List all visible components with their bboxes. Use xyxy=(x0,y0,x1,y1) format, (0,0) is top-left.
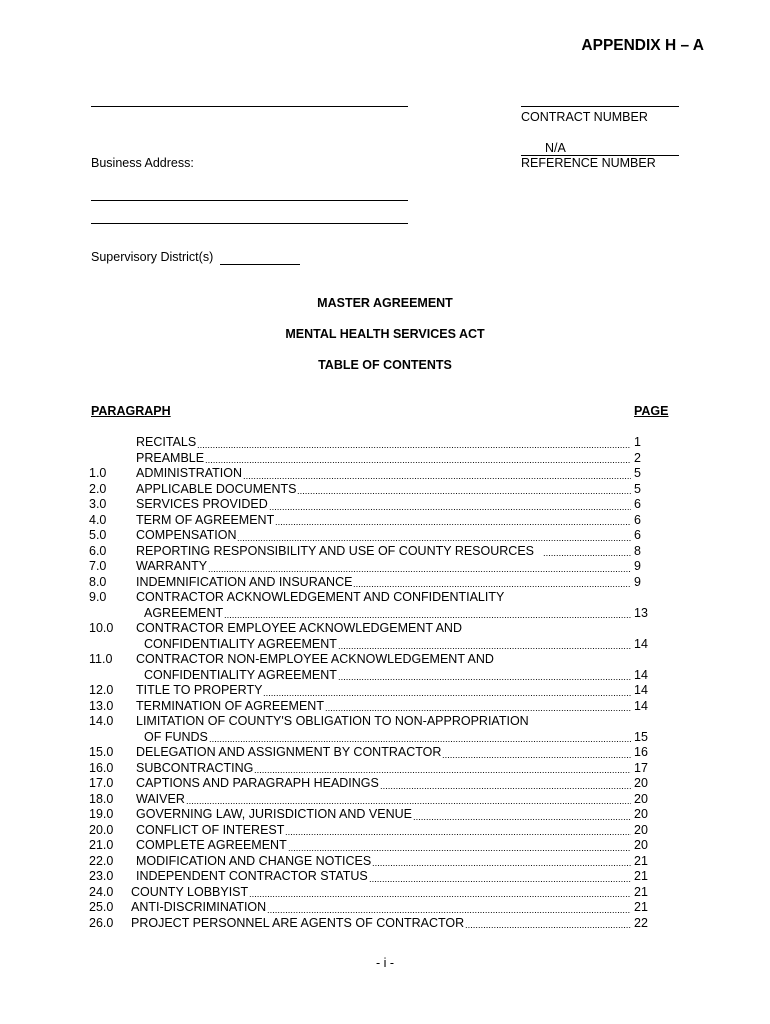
toc-leader-dots xyxy=(325,710,631,711)
toc-leader-dots xyxy=(197,447,631,448)
toc-entry-title: RECITALS xyxy=(136,435,197,449)
toc-entry-title: APPLICABLE DOCUMENTS xyxy=(136,481,297,496)
toc-entry-title: LIMITATION OF COUNTY'S OBLIGATION TO NON-APPROPRIATION xyxy=(136,714,529,728)
toc-entry xyxy=(0,885,770,901)
toc-entry-number: 14.0 xyxy=(89,714,114,728)
reference-number-field xyxy=(521,141,679,156)
toc-leader-dots xyxy=(288,850,631,851)
toc-entry-title: CONTRACTOR ACKNOWLEDGEMENT AND CONFIDENTIALITY xyxy=(136,590,505,604)
toc-entry-continuation xyxy=(0,730,770,746)
paragraph-header: PARAGRAPH xyxy=(91,404,171,418)
toc-leader-dots xyxy=(369,881,631,882)
toc-entry xyxy=(0,807,770,823)
toc-entry-title: TERM OF AGREEMENT xyxy=(136,512,275,527)
toc-entry-number: 17.0 xyxy=(89,776,114,790)
toc-leader-dots xyxy=(267,912,631,913)
reference-number-label: REFERENCE NUMBER xyxy=(521,156,656,170)
toc-entry-number: 9.0 xyxy=(89,590,107,604)
contract-number-line xyxy=(521,106,679,107)
toc-entry-number: 6.0 xyxy=(89,543,107,558)
toc-entry xyxy=(0,528,770,544)
toc-entry-page: 14 xyxy=(634,698,648,713)
toc-entry-page: 9 xyxy=(634,559,641,573)
toc-entry-page: 20 xyxy=(634,822,648,837)
toc-entry-page: 20 xyxy=(634,838,648,852)
toc-leader-dots xyxy=(237,540,631,541)
toc-title: TABLE OF CONTENTS xyxy=(318,358,452,372)
toc-entry-title: PROJECT PERSONNEL ARE AGENTS OF CONTRACTOR xyxy=(131,915,465,930)
toc-leader-dots xyxy=(209,741,631,742)
toc-entry-title: COUNTY LOBBYIST xyxy=(131,884,249,899)
toc-entry-title-continued: AGREEMENT xyxy=(144,605,224,620)
toc-entry xyxy=(0,699,770,715)
toc-entry-page: 21 xyxy=(634,853,648,868)
toc-leader-dots xyxy=(413,819,631,820)
toc-entry-page: 5 xyxy=(634,466,641,480)
toc-entry xyxy=(0,869,770,885)
toc-entry xyxy=(0,916,770,932)
toc-entry xyxy=(0,451,770,467)
toc-entry-number: 24.0 xyxy=(89,884,114,899)
toc-entry xyxy=(0,575,770,591)
toc-entry-number: 21.0 xyxy=(89,838,114,852)
toc-entry-number: 18.0 xyxy=(89,791,114,806)
toc-entry-title: MODIFICATION AND CHANGE NOTICES xyxy=(136,853,372,868)
toc-entry-number: 8.0 xyxy=(89,574,107,589)
toc-entry-page: 14 xyxy=(634,683,648,697)
toc-leader-dots xyxy=(338,648,631,649)
toc-entry-page: 20 xyxy=(634,776,648,790)
toc-entry-number: 22.0 xyxy=(89,853,114,868)
toc-entry xyxy=(0,435,770,451)
toc-entry xyxy=(0,761,770,777)
toc-leader-dots xyxy=(243,478,631,479)
toc-entry-title: COMPENSATION xyxy=(136,528,237,542)
toc-entry-title: ADMINISTRATION xyxy=(136,466,243,480)
toc-leader-dots xyxy=(275,524,631,525)
toc-entry-number: 2.0 xyxy=(89,481,107,496)
appendix-title: APPENDIX H – A xyxy=(581,37,704,54)
toc-leader-dots xyxy=(442,757,631,758)
toc-entry-title: CONFLICT OF INTEREST xyxy=(136,822,285,837)
toc-entry xyxy=(0,823,770,839)
toc-entry-page: 20 xyxy=(634,791,648,806)
toc-entry xyxy=(0,559,770,575)
toc-entry-title: REPORTING RESPONSIBILITY AND USE OF COUNTY RESOURCES xyxy=(136,543,534,558)
toc-entry-page: 6 xyxy=(634,528,641,542)
contract-number-label: CONTRACT NUMBER xyxy=(521,110,648,124)
toc-entry-page: 5 xyxy=(634,481,641,496)
toc-entry-title-continued: CONFIDENTIALITY AGREEMENT xyxy=(144,667,337,682)
toc-entry-title-continued: OF FUNDS xyxy=(144,729,208,744)
toc-entry-continuation xyxy=(0,668,770,684)
toc-entry-page: 14 xyxy=(634,667,648,682)
toc-entry-page: 15 xyxy=(634,729,648,744)
toc-entry-number: 4.0 xyxy=(89,512,107,527)
toc-entry-title: TERMINATION OF AGREEMENT xyxy=(136,698,324,713)
toc-leader-dots xyxy=(353,586,631,587)
toc-entry-title: INDEPENDENT CONTRACTOR STATUS xyxy=(136,869,368,883)
supervisory-district-line xyxy=(220,250,300,265)
toc-entry-title: CONTRACTOR NON-EMPLOYEE ACKNOWLEDGEMENT AND xyxy=(136,652,494,666)
toc-entry-title: PREAMBLE xyxy=(136,450,205,465)
business-address-label: Business Address: xyxy=(91,156,194,170)
toc-entry xyxy=(0,776,770,792)
toc-leader-dots xyxy=(186,803,631,804)
toc-entry-page: 21 xyxy=(634,869,648,883)
toc-entry xyxy=(0,838,770,854)
supervisory-district-label: Supervisory District(s) xyxy=(91,250,214,264)
toc-entry-title: CAPTIONS AND PARAGRAPH HEADINGS xyxy=(136,776,379,790)
toc-entry-page: 20 xyxy=(634,807,648,821)
toc-entry-page: 8 xyxy=(634,543,641,558)
toc-entry-page: 21 xyxy=(634,900,648,914)
toc-entry-number: 16.0 xyxy=(89,760,114,775)
toc-entry-page: 22 xyxy=(634,915,648,930)
toc-entry-page: 6 xyxy=(634,497,641,511)
reference-value: N/A xyxy=(545,141,566,155)
toc-entry xyxy=(0,621,770,637)
toc-entry xyxy=(0,544,770,560)
toc-leader-dots xyxy=(263,695,631,696)
toc-entry-number: 25.0 xyxy=(89,900,114,914)
toc-entry xyxy=(0,854,770,870)
toc-leader-dots xyxy=(297,493,631,494)
toc-leader-dots xyxy=(249,896,631,897)
toc-entry-number: 19.0 xyxy=(89,807,114,821)
toc-entry-page: 6 xyxy=(634,512,641,527)
toc-entry-number: 15.0 xyxy=(89,745,114,759)
toc-entry xyxy=(0,466,770,482)
toc-leader-dots xyxy=(372,865,631,866)
toc-entry-title: DELEGATION AND ASSIGNMENT BY CONTRACTOR xyxy=(136,745,442,759)
contractor-name-line xyxy=(91,106,408,107)
toc-entry-page: 14 xyxy=(634,636,648,651)
toc-entry-number: 10.0 xyxy=(89,621,114,635)
toc-entry-number: 13.0 xyxy=(89,698,114,713)
toc-entry xyxy=(0,900,770,916)
toc-entry xyxy=(0,652,770,668)
toc-entry-page: 16 xyxy=(634,745,648,759)
toc-leader-dots xyxy=(205,462,631,463)
toc-entry-title: COMPLETE AGREEMENT xyxy=(136,838,287,852)
toc-entry-number: 12.0 xyxy=(89,683,114,697)
toc-entry-title: WARRANTY xyxy=(136,559,208,573)
toc-entry xyxy=(0,792,770,808)
toc-entry-page: 1 xyxy=(634,435,641,449)
program-title: MENTAL HEALTH SERVICES ACT xyxy=(285,327,485,341)
address-line-2 xyxy=(91,223,408,224)
toc-entry-number: 20.0 xyxy=(89,822,114,837)
toc-leader-dots xyxy=(224,617,631,618)
toc-entry-page: 9 xyxy=(634,574,641,589)
toc-leader-dots xyxy=(543,555,631,556)
toc-leader-dots xyxy=(269,509,631,510)
page-number: - i - xyxy=(375,956,395,970)
toc-entry-page: 13 xyxy=(634,605,648,620)
toc-entry-page: 17 xyxy=(634,760,648,775)
toc-entry-number: 23.0 xyxy=(89,869,114,883)
toc-entry-title: WAIVER xyxy=(136,791,185,806)
address-line-1 xyxy=(91,200,408,201)
toc-entry-title: SERVICES PROVIDED xyxy=(136,497,268,511)
toc-entry-title: TITLE TO PROPERTY xyxy=(136,683,263,697)
toc-entry-title: SUBCONTRACTING xyxy=(136,760,254,775)
supervisory-district-field xyxy=(91,250,300,265)
toc-leader-dots xyxy=(208,571,631,572)
toc-entry-continuation xyxy=(0,637,770,653)
toc-leader-dots xyxy=(380,788,631,789)
toc-entry xyxy=(0,714,770,730)
toc-entry-title-continued: CONFIDENTIALITY AGREEMENT xyxy=(144,636,337,651)
toc-entry-number: 5.0 xyxy=(89,528,107,542)
toc-entry-number: 3.0 xyxy=(89,497,107,511)
toc-entry xyxy=(0,482,770,498)
toc-entry xyxy=(0,497,770,513)
toc-entry xyxy=(0,745,770,761)
toc-entry-title: INDEMNIFICATION AND INSURANCE xyxy=(136,574,353,589)
page-header: PAGE xyxy=(634,404,669,418)
toc-entry xyxy=(0,513,770,529)
toc-entry-number: 1.0 xyxy=(89,466,107,480)
toc-entry-number: 7.0 xyxy=(89,559,107,573)
toc-leader-dots xyxy=(254,772,631,773)
toc-entry-continuation xyxy=(0,606,770,622)
toc-entry-title: CONTRACTOR EMPLOYEE ACKNOWLEDGEMENT AND xyxy=(136,621,462,635)
toc-entry-number: 11.0 xyxy=(89,652,113,666)
toc-leader-dots xyxy=(285,834,631,835)
toc-entry-page: 21 xyxy=(634,884,648,899)
toc-leader-dots xyxy=(338,679,631,680)
toc-entry-title: GOVERNING LAW, JURISDICTION AND VENUE xyxy=(136,807,412,821)
toc-entry-number: 26.0 xyxy=(89,915,114,930)
toc-entry xyxy=(0,590,770,606)
master-agreement-title: MASTER AGREEMENT xyxy=(317,296,453,310)
toc-leader-dots xyxy=(465,927,631,928)
toc-entry-page: 2 xyxy=(634,450,641,465)
toc-entry xyxy=(0,683,770,699)
toc-entry-title: ANTI-DISCRIMINATION xyxy=(131,900,267,914)
